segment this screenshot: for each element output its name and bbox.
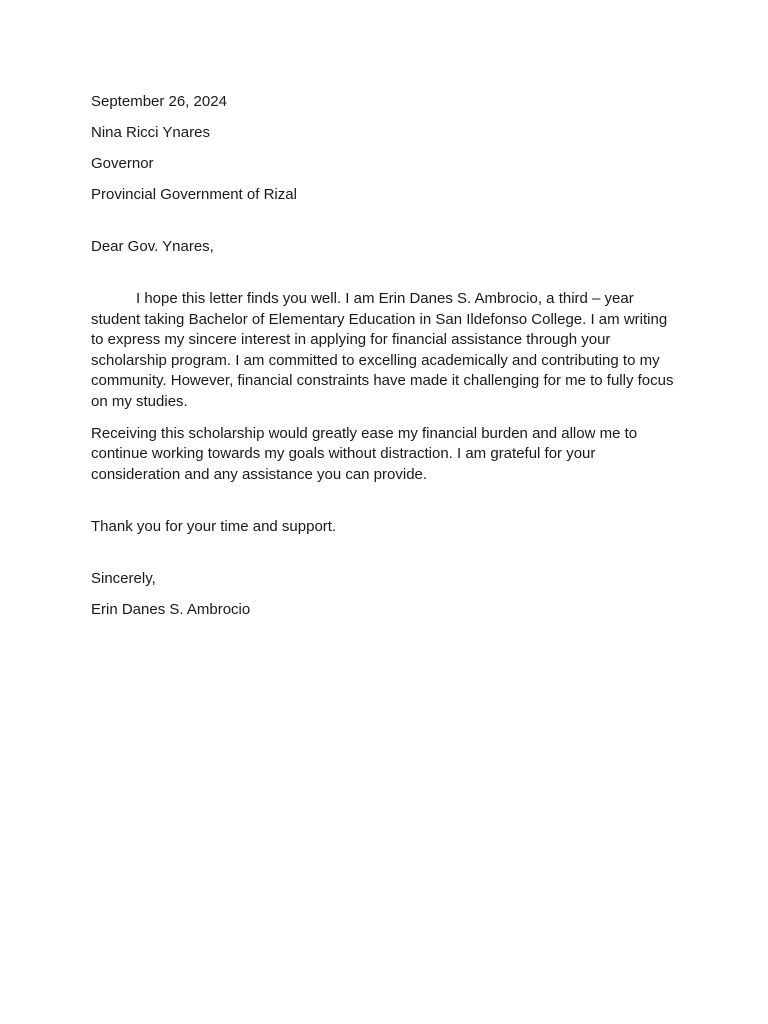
- recipient-name: Nina Ricci Ynares: [91, 124, 210, 141]
- spacer: [91, 485, 681, 517]
- spacer: [91, 413, 681, 424]
- thanks-line: Thank you for your time and support.: [91, 518, 337, 536]
- spacer: [91, 589, 681, 600]
- body-paragraph-1-text: I hope this letter finds you well. I am Erin Danes S. Ambrocio, a third – year student taking Bachelor of Elementary Education in San Ildefonso College. I am writing to express my sincere interest in applying for financial assistance through your scholarship program. I am committed to excelling academically and contributing to my community. However, financial constraints have made it challenging for me to fully focus on my studies.: [91, 290, 674, 410]
- spacer: [91, 205, 681, 237]
- signature-name: Erin Danes S. Ambrocio: [91, 601, 251, 619]
- spacer: [91, 112, 681, 123]
- letter-body: [91, 92, 681, 620]
- recipient-title: Governor: [91, 155, 154, 172]
- spacer: [91, 143, 681, 154]
- spacer: [91, 257, 681, 289]
- recipient-office: Provincial Government of Rizal: [91, 186, 297, 203]
- spacer: [91, 537, 681, 569]
- body-paragraph-2: Receiving this scholarship would greatly ease my financial burden and allow me to continue working towards my goals without distraction. I am grateful for your consideration and any assistance you can provide.: [91, 424, 638, 483]
- salutation: Dear Gov. Ynares,: [91, 238, 214, 255]
- spacer: [91, 174, 681, 185]
- body-paragraph-1: [91, 289, 681, 413]
- letter-date: September 26, 2024: [91, 93, 227, 110]
- closing: Sincerely,: [91, 570, 156, 588]
